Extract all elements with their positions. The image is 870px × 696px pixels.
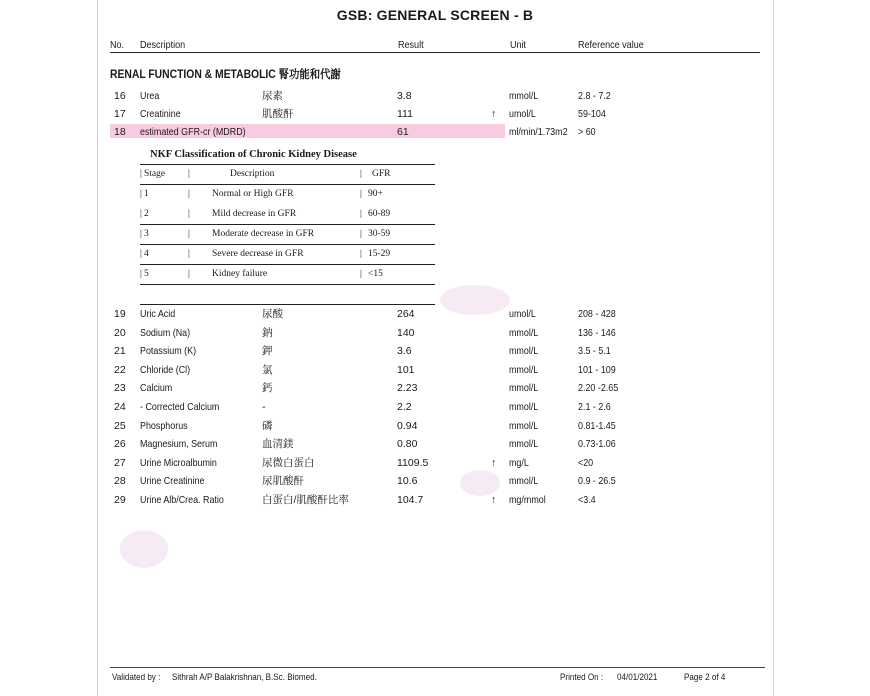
row-unit: mmol/L: [509, 90, 539, 102]
validated-label: Validated by :: [112, 672, 161, 683]
nkf-header-stage: Stage: [144, 169, 166, 179]
row-chinese-name: 鈣: [262, 382, 273, 395]
col-header-reference: Reference value: [578, 39, 644, 51]
row-reference: 59-104: [578, 108, 606, 120]
nkf-row: [140, 204, 435, 224]
nkf-pipe: |: [140, 189, 142, 199]
nkf-pipe: |: [140, 249, 142, 259]
row-chinese-name: 白蛋白/肌酸酐比率: [262, 494, 349, 506]
row-description: Uric Acid: [140, 308, 176, 320]
row-description: Urea: [140, 90, 160, 102]
nkf-header-description: Description: [230, 169, 275, 179]
row-unit: mg/mmol: [509, 494, 546, 506]
nkf-header-row: [140, 164, 435, 184]
row-chinese-name: 磷: [262, 419, 273, 432]
row-chinese-name: 鉀: [262, 345, 273, 358]
nkf-pipe: |: [360, 189, 362, 199]
nkf-stage: 5: [144, 269, 149, 279]
nkf-pipe: |: [360, 249, 362, 259]
nkf-row: [140, 184, 435, 204]
nkf-gfr: 15-29: [368, 249, 391, 259]
row-result: 2.23: [397, 382, 418, 395]
row-reference: 2.20 -2.65: [578, 382, 619, 395]
nkf-description: Normal or High GFR: [212, 189, 294, 199]
nkf-table-title: NKF Classification of Chronic Kidney Disease: [150, 149, 357, 160]
row-flag: ↑: [491, 456, 497, 469]
nkf-gfr: 60-89: [368, 209, 391, 219]
row-result: 61: [397, 126, 409, 138]
row-reference: > 60: [578, 126, 596, 138]
row-number: 28: [114, 475, 126, 488]
row-number: 18: [114, 126, 126, 138]
row-unit: mmol/L: [509, 345, 539, 358]
row-reference: 3.5 - 5.1: [578, 345, 611, 358]
nkf-pipe: |: [188, 269, 190, 279]
result-row: [0, 399, 870, 417]
result-row: [0, 124, 870, 142]
nkf-gfr: <15: [368, 269, 383, 279]
row-flag: ↑: [491, 494, 497, 506]
result-row: [0, 492, 870, 510]
nkf-pipe: |: [360, 209, 362, 219]
row-reference: <20: [578, 456, 594, 469]
row-chinese-name: 血清鎂: [262, 438, 294, 451]
nkf-pipe: |: [188, 209, 190, 219]
ghost-stamp: [120, 530, 168, 568]
row-number: 20: [114, 326, 126, 339]
row-result: 3.8: [397, 90, 412, 102]
row-number: 21: [114, 345, 126, 358]
nkf-pipe: |: [360, 169, 362, 179]
row-description: Urine Microalbumin: [140, 456, 217, 469]
nkf-pipe: |: [188, 169, 190, 179]
result-row: [0, 306, 870, 324]
row-description: Creatinine: [140, 108, 181, 120]
row-number: 17: [114, 108, 126, 120]
result-row: [0, 436, 870, 454]
row-result: 3.6: [397, 345, 412, 358]
row-number: 16: [114, 90, 126, 102]
row-result: 2.2: [397, 401, 412, 413]
nkf-stage: 1: [144, 189, 149, 199]
row-result: 0.80: [397, 438, 418, 451]
row-number: 27: [114, 456, 126, 469]
nkf-pipe: |: [140, 169, 142, 179]
row-reference: 0.73-1.06: [578, 438, 616, 451]
nkf-pipe: |: [360, 229, 362, 239]
row-result: 1109.5: [397, 456, 429, 469]
row-chinese-name: 尿素: [262, 90, 283, 102]
nkf-pipe: |: [140, 209, 142, 219]
result-row: [0, 343, 870, 361]
row-number: 24: [114, 401, 126, 413]
row-chinese-name: 肌酸酐: [262, 108, 294, 120]
row-description: Sodium (Na): [140, 326, 191, 339]
result-row: [0, 455, 870, 473]
row-number: 22: [114, 363, 126, 376]
result-row: [0, 362, 870, 380]
row-number: 29: [114, 494, 126, 506]
nkf-row-rule: [140, 304, 435, 305]
row-reference: 0.81-1.45: [578, 419, 616, 432]
row-reference: 0.9 - 26.5: [578, 475, 616, 488]
printed-date: 04/01/2021: [617, 672, 658, 683]
nkf-gfr: 30-59: [368, 229, 391, 239]
nkf-pipe: |: [360, 269, 362, 279]
row-result: 10.6: [397, 475, 418, 488]
row-unit: umol/L: [509, 108, 536, 120]
row-chinese-name: 尿肌酸酐: [262, 475, 304, 488]
printed-label: Printed On :: [560, 672, 604, 683]
row-unit: mmol/L: [509, 401, 539, 413]
row-unit: mg/L: [509, 456, 529, 469]
row-description: Potassium (K): [140, 345, 197, 358]
nkf-description: Mild decrease in GFR: [212, 209, 297, 219]
footer-rule: [110, 667, 765, 668]
page-number: Page 2 of 4: [684, 672, 726, 683]
row-number: 23: [114, 382, 126, 395]
report-title: GSB: GENERAL SCREEN - B: [336, 7, 534, 23]
row-number: 25: [114, 419, 126, 432]
row-flag: ↑: [491, 108, 497, 120]
row-reference: 208 - 428: [578, 308, 616, 320]
row-chinese-name: 尿微白蛋白: [262, 456, 315, 469]
row-chinese-name: 氯: [262, 363, 273, 376]
row-chinese-name: 鈉: [262, 326, 273, 339]
nkf-stage: 3: [144, 229, 149, 239]
nkf-stage: 2: [144, 209, 149, 219]
col-header-no: No.: [110, 39, 125, 51]
row-result: 101: [397, 363, 415, 376]
row-reference: 2.1 - 2.6: [578, 401, 611, 413]
result-row: [0, 473, 870, 491]
row-unit: ml/min/1.73m2: [509, 126, 568, 138]
nkf-description: Moderate decrease in GFR: [212, 229, 315, 239]
row-result: 264: [397, 308, 415, 320]
row-result: 104.7: [397, 494, 424, 506]
row-chinese-name: 尿酸: [262, 308, 283, 320]
col-header-description: Description: [140, 39, 186, 51]
row-reference: 101 - 109: [578, 363, 616, 376]
row-reference: 136 - 146: [578, 326, 616, 339]
nkf-pipe: |: [140, 229, 142, 239]
row-description: Phosphorus: [140, 419, 188, 432]
header-rule: [110, 52, 760, 53]
nkf-row-rule: [140, 284, 435, 285]
row-description: estimated GFR-cr (MDRD): [140, 126, 246, 138]
result-row: [0, 380, 870, 398]
validated-name: Sithrah A/P Balakrishnan, B.Sc. Biomed.: [172, 672, 317, 683]
section-title: RENAL FUNCTION & METABOLIC 腎功能和代謝: [110, 69, 341, 81]
col-header-unit: Unit: [510, 39, 527, 51]
nkf-pipe: |: [188, 229, 190, 239]
row-description: Calcium: [140, 382, 173, 395]
nkf-gfr: 90+: [368, 189, 383, 199]
row-description: Urine Creatinine: [140, 475, 205, 488]
result-row: [0, 106, 870, 124]
row-unit: mmol/L: [509, 475, 539, 488]
nkf-table: [140, 164, 435, 284]
nkf-pipe: |: [140, 269, 142, 279]
nkf-stage: 4: [144, 249, 149, 259]
result-row: [0, 325, 870, 343]
row-unit: mmol/L: [509, 438, 539, 451]
nkf-description: Kidney failure: [212, 269, 268, 279]
nkf-pipe: |: [188, 249, 190, 259]
row-unit: umol/L: [509, 308, 536, 320]
row-result: 140: [397, 326, 415, 339]
row-number: 19: [114, 308, 126, 320]
row-description: Chloride (Cl): [140, 363, 191, 376]
row-result: 111: [397, 108, 413, 120]
result-row: [0, 88, 870, 106]
row-unit: mmol/L: [509, 363, 539, 376]
nkf-header-gfr: GFR: [372, 169, 391, 179]
row-unit: mmol/L: [509, 326, 539, 339]
row-reference: 2.8 - 7.2: [578, 90, 611, 102]
result-row: [0, 418, 870, 436]
nkf-pipe: |: [188, 189, 190, 199]
row-description: Urine Alb/Crea. Ratio: [140, 494, 224, 506]
row-chinese-name: -: [262, 401, 266, 413]
row-unit: mmol/L: [509, 419, 539, 432]
row-unit: mmol/L: [509, 382, 539, 395]
row-reference: <3.4: [578, 494, 596, 506]
nkf-row: [140, 244, 435, 264]
nkf-row: [140, 264, 435, 284]
row-result: 0.94: [397, 419, 418, 432]
row-number: 26: [114, 438, 126, 451]
col-header-result: Result: [398, 39, 424, 51]
nkf-row: [140, 224, 435, 244]
row-description: Magnesium, Serum: [140, 438, 218, 451]
nkf-description: Severe decrease in GFR: [212, 249, 304, 259]
row-description: - Corrected Calcium: [140, 401, 220, 413]
